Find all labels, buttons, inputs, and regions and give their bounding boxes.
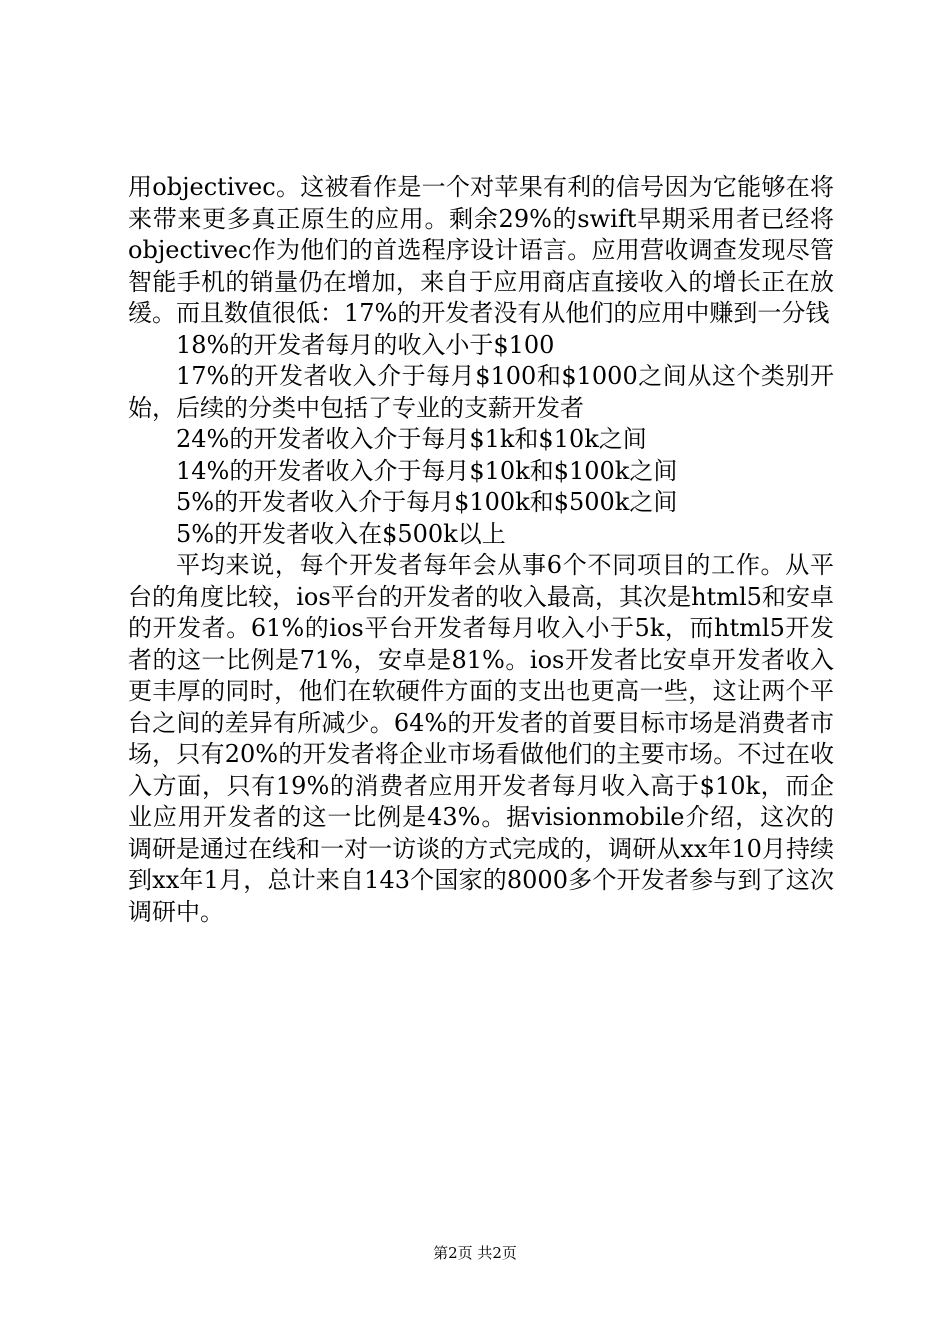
paragraph-summary: 平均来说，每个开发者每年会从事6个不同项目的工作。从平台的角度比较，ios平台的开发者的收入最高，其次是html5和安卓的开发者。61%的ios平台开发者每月收入小于5k，而html5开发者的这一比例是71%，安卓是81%。ios开发者比安卓开发者收入更丰厚的同时，他们在软硬件方面的支出也更高一些，这让两个平台之间的差异有所减少。64%的开发者的首要目标市场是消费者市场，只有20%的开发者将企业市场看做他们的主要市场。不过在收入方面，只有19%的消费者应用开发者每月收入高于$10k，而企业应用开发者的这一比例是43%。据visionmobile介绍，这次的调研是通过在线和一对一访谈的方式完成的，调研从xx年10月持续到xx年1月，总计来自143个国家的8000多个开发者参与到了这次调研中。 bbox=[128, 551, 834, 926]
document-body bbox=[128, 172, 834, 928]
paragraph-income-1k-10k: 24%的开发者收入介于每月$1k和$10k之间 bbox=[176, 425, 647, 453]
page-footer: 第2页 共2页 bbox=[433, 1244, 517, 1262]
paragraph-income-100k-500k: 5%的开发者收入介于每月$100k和$500k之间 bbox=[176, 488, 678, 516]
paragraph-income-100-1000: 17%的开发者收入介于每月$100和$1000之间从这个类别开始，后续的分类中包括了专业的支薪开发者 bbox=[128, 362, 834, 422]
paragraph-income-10k-100k: 14%的开发者收入介于每月$10k和$100k之间 bbox=[176, 456, 678, 485]
paragraph-income-over-500k: 5%的开发者收入在$500k以上 bbox=[176, 519, 506, 548]
paragraph-income-under-100: 18%的开发者每月的收入小于$100 bbox=[176, 330, 555, 359]
paragraph-intro: 用objectivec。这被看作是一个对苹果有利的信号因为它能够在将来带来更多真正原生的应用。剩余29%的swift早期采用者已经将objectivec作为他们的首选程序设计语言。应用营收调查发现尽管智能手机的销量仍在增加，来自于应用商店直接收入的增长正在放缓。而且数值很低：17%的开发者没有从他们的应用中赚到一分钱 bbox=[128, 173, 834, 327]
